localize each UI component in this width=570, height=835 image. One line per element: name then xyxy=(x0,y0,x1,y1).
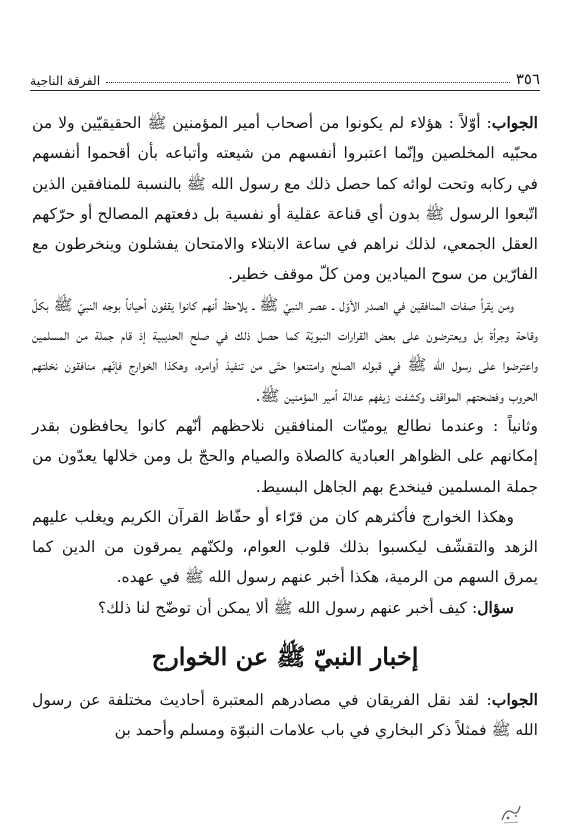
paragraph-text: : لقد نقل الفريقان في مصادرهم المعتبرة أحاديث مختلفة عن رسول الله ﷺ فمثلاً ذكر البخاري في باب علامات النبوّة ومسلم وأحمد بن xyxy=(32,691,538,740)
scan-mark-icon xyxy=(496,800,526,826)
page-header xyxy=(30,66,540,91)
paragraph-question xyxy=(32,593,538,623)
paragraph-answer-first xyxy=(32,108,538,290)
paragraph-text: ومن يقرأ صفات المنافقين في الصدر الأوّل ـ عصر النبيّ ﷺ ـ يلاحظ أنهم كانوا يقفون أحياناً بوجه النبيّ ﷺ بكلّ وقاحة وجرأة بل ويعترضون على بعض القرارات النبويّة كما حصل ذلك في صلح الحديبية إذ قام جملة من المسلمين واعترضوا على رسول الله ﷺ في قبوله الصلح وامتنعوا حتّى من تنفيذ أوامره، وهكذا الخوارج فإنّهم منافقون نخلتهم الحروب وفضحتهم المواقف وكشفت زيفهم عدالة أمير المؤمنين ﷺ. xyxy=(32,295,538,405)
answer-label: الجواب xyxy=(491,113,538,132)
page-number: ٣٥٦ xyxy=(515,70,540,88)
answer-label: الجواب xyxy=(491,690,538,710)
section-heading: إخبار النبيّ ﷺ عن الخوارج xyxy=(151,642,419,672)
paragraph-secondly xyxy=(32,411,538,502)
question-label: سؤال xyxy=(477,597,514,617)
page-body xyxy=(32,108,538,746)
paragraph-kharijites xyxy=(32,502,538,593)
paragraph-text: وهكذا الخوارج فأكثرهم كان من قرّاء أو حفّاظ القرآن الكريم ويغلب عليهم الزهد والتقشّف ليكسبوا بذلك قلوب العوام، ولكنّهم يمرقون من الدين كما يمرق السهم من الرمية، هكذا أخبر عنهم رسول الله ﷺ في عهده. xyxy=(32,507,538,587)
paragraph-text: : أوّلاً : هؤلاء لم يكونوا من أصحاب أمير المؤمنين ﷺ الحقيقيّين ولا من محبّيه المخلصين وإنّما اعتبروا أنفسهم من شيعته وأتباعه بأن أقحموا أنفسهم في ركابه وتحت لوائه كما حصل ذلك مع رسول الله ﷺ بالنسبة للمنافقين الذين اتّبعوا الرسول ﷺ بدون أي قناعة عقلية أو نفسية بل دفعتهم المصالح أو حرّكهم العقل الجمعي، لذلك نراهم في ساعة الابتلاء والامتحان يفشلون وينخرطون مع الفارّين من سوح الميادين ومن كلّ موقف خطير. xyxy=(32,114,538,284)
paragraph-text: : كيف أخبر عنهم رسول الله ﷺ ألا يمكن أن توضّح لنا ذلك؟ xyxy=(98,598,478,617)
header-dotted-leader xyxy=(106,82,510,83)
paragraph-hypocrites xyxy=(32,290,538,411)
paragraph-text: وثانياً : وعندما نطالع يوميّات المنافقين نلاحظهم أنّهم كانوا يحافظون بقدر إمكانهم على الظواهر العبادية كالصلاة والصيام والحجّ بل ومن خلالها يعدّون من جملة المسلمين فينخدع بهم الجاهل البسيط. xyxy=(32,416,538,496)
running-title: الفرقة الناجية xyxy=(30,73,101,88)
paragraph-answer-second xyxy=(32,685,538,746)
